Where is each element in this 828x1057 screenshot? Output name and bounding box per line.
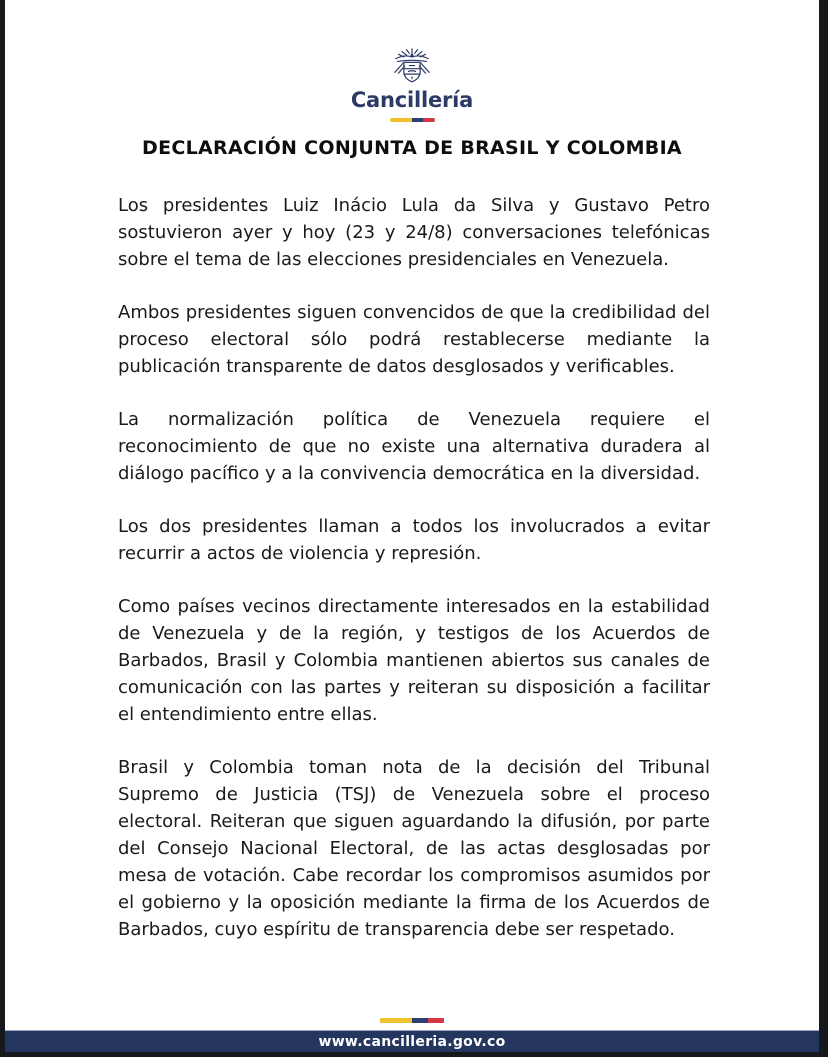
flag-blue-segment bbox=[412, 1018, 428, 1023]
paragraph-6: Brasil y Colombia toman nota de la decisión del Tribunal Supremo de Justicia (TSJ) de Venezuela sobre el proceso electoral. Reiteran que siguen aguardando la difusión, por parte del Consejo Nacional Electoral, de las actas desglosadas por mesa de votación. Cabe recordar los compromisos asumidos por el gobierno y la oposición mediante la firma de los Acuerdos de Barbados, cuyo espíritu de transparencia debe ser respetado. bbox=[118, 757, 710, 940]
coat-of-arms-icon bbox=[384, 47, 440, 85]
document-body bbox=[118, 192, 710, 969]
logo-flag-tricolor bbox=[390, 118, 435, 122]
paragraph-3: La normalización política de Venezuela requiere el reconocimiento de que no existe una alternativa duradera al diálogo pacífico y a la convivencia democrática en la diversidad. bbox=[118, 409, 710, 484]
paragraph-5: Como países vecinos directamente interesados en la estabilidad de Venezuela y de la región, y testigos de los Acuerdos de Barbados, Brasil y Colombia mantienen abiertos sus canales de comunicación con las partes y reiteran su disposición a facilitar el entendimiento entre ellas. bbox=[118, 596, 710, 725]
flag-yellow-segment bbox=[380, 1018, 412, 1023]
footer-flag-tricolor bbox=[380, 1018, 444, 1023]
cancilleria-logo bbox=[5, 47, 819, 122]
footer-bar bbox=[5, 1030, 819, 1052]
flag-blue-segment bbox=[412, 118, 423, 122]
document-page bbox=[5, 0, 819, 1052]
flag-red-segment bbox=[428, 1018, 444, 1023]
document-title: DECLARACIÓN CONJUNTA DE BRASIL Y COLOMBIA bbox=[142, 137, 682, 159]
paragraph-1: Los presidentes Luiz Inácio Lula da Silva y Gustavo Petro sostuvieron ayer y hoy (23 y 24/8) conversaciones telefónicas sobre el tema de las elecciones presidenciales en Venezuela. bbox=[118, 195, 710, 270]
flag-yellow-segment bbox=[390, 118, 413, 122]
flag-red-segment bbox=[423, 118, 434, 122]
logo-wordmark: Cancillería bbox=[350, 88, 474, 112]
footer-url: www.cancilleria.gov.co bbox=[318, 1033, 506, 1050]
paragraph-4: Los dos presidentes llaman a todos los involucrados a evitar recurrir a actos de violencia y represión. bbox=[118, 516, 710, 564]
paragraph-2: Ambos presidentes siguen convencidos de que la credibilidad del proceso electoral sólo podrá restablecerse mediante la publicación transparente de datos desglosados y verificables. bbox=[118, 302, 710, 377]
